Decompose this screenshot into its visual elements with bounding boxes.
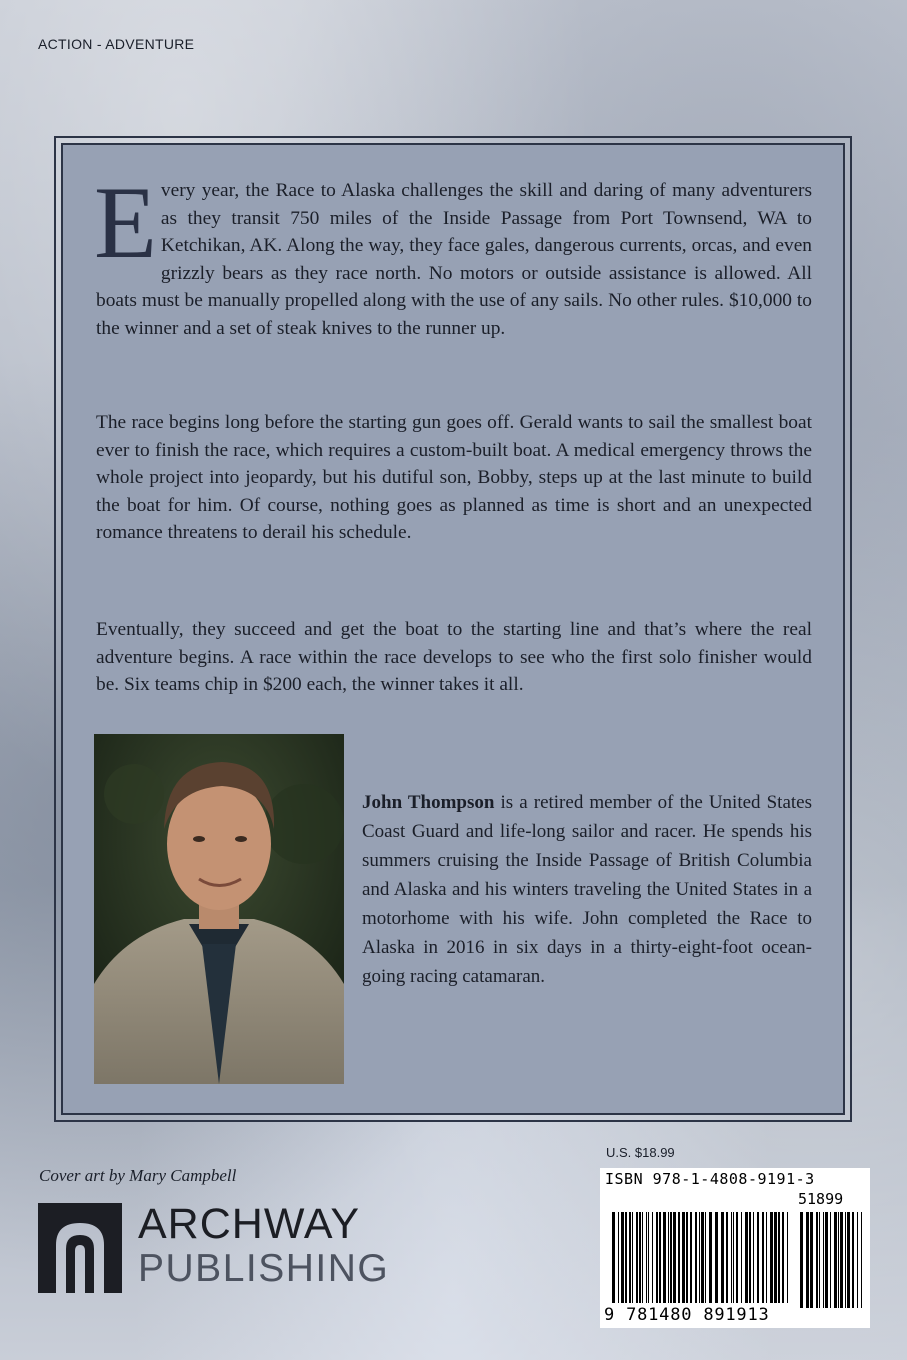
barcode-bar bbox=[663, 1212, 666, 1303]
barcode-bar bbox=[834, 1212, 837, 1308]
barcode-bar bbox=[741, 1212, 742, 1303]
barcode-bar bbox=[731, 1212, 732, 1303]
barcode-bar bbox=[861, 1212, 862, 1308]
barcode-bar bbox=[840, 1212, 843, 1308]
archway-arch-icon bbox=[38, 1203, 122, 1293]
barcode-bar bbox=[629, 1212, 631, 1303]
barcode-bar bbox=[656, 1212, 658, 1303]
barcode-bar bbox=[670, 1212, 672, 1303]
isbn-text: ISBN 978-1-4808-9191-3 bbox=[605, 1170, 815, 1188]
author-bio bbox=[362, 788, 812, 991]
author-portrait-illustration bbox=[94, 734, 344, 1084]
barcode-bar bbox=[787, 1212, 788, 1303]
barcode-bar bbox=[639, 1212, 641, 1303]
barcode-bar bbox=[857, 1212, 858, 1308]
barcode-bar bbox=[823, 1212, 824, 1308]
barcode-bar bbox=[774, 1212, 777, 1303]
barcode-bar bbox=[625, 1212, 627, 1303]
barcode-bar bbox=[766, 1212, 767, 1303]
publisher-name-line-1: ARCHWAY bbox=[138, 1200, 360, 1248]
blurb-paragraph-1-text: very year, the Race to Alaska challenges the skill and daring of many adventurers as they transit 750 miles of the Inside Passage from Port Townsend, WA to Ketchikan, AK. Along the way, they face gales, dangerous currents, orcas, and even grizzly bears as they race north. No motors or outside assistance is allowed. All boats must be manually propelled along with the use of any sails. No other rules. $10,000 to the winner and a set of steak knives to the runner up. bbox=[96, 180, 812, 339]
barcode-bar bbox=[757, 1212, 759, 1303]
publisher-name-line-2: PUBLISHING bbox=[138, 1247, 390, 1290]
barcode-bar bbox=[838, 1212, 839, 1308]
barcode-bar bbox=[733, 1212, 734, 1303]
barcode-bar bbox=[847, 1212, 850, 1308]
barcode-bar bbox=[770, 1212, 773, 1303]
barcode-bar bbox=[749, 1212, 751, 1303]
barcode bbox=[600, 1168, 870, 1328]
author-bio-text: is a retired member of the United States Coast Guard and life-long sailor and racer. He spends his summers cruising the Inside Passage of British Columbia and Alaska and his winters traveling the United States in a motorhome with his wife. John completed the Race to Alaska in 2016 in six days in a thirty-eight-foot ocean-going racing catamaran. bbox=[362, 792, 812, 987]
barcode-bar bbox=[636, 1212, 638, 1303]
author-photo bbox=[94, 734, 344, 1084]
barcode-bar bbox=[830, 1212, 831, 1308]
barcode-bar bbox=[673, 1212, 676, 1303]
barcode-bar bbox=[709, 1212, 712, 1303]
barcode-bar bbox=[753, 1212, 754, 1303]
barcode-bar bbox=[782, 1212, 784, 1303]
barcode-bar bbox=[745, 1212, 748, 1303]
cover-art-credit: Cover art by Mary Campbell bbox=[39, 1166, 237, 1185]
barcode-bar bbox=[618, 1212, 619, 1303]
barcode-bar bbox=[852, 1212, 854, 1308]
barcode-bar bbox=[825, 1212, 828, 1308]
barcode-bar bbox=[800, 1212, 803, 1308]
barcode-bar bbox=[612, 1212, 615, 1303]
barcode-price-code: 51899 bbox=[798, 1190, 844, 1208]
barcode-bar bbox=[819, 1212, 820, 1308]
barcode-bar bbox=[810, 1212, 813, 1308]
barcode-bar bbox=[816, 1212, 818, 1308]
barcode-bar bbox=[726, 1212, 728, 1303]
publisher-logo bbox=[38, 1201, 438, 1295]
barcode-bar bbox=[678, 1212, 680, 1303]
barcode-bar bbox=[806, 1212, 809, 1308]
barcode-bar bbox=[652, 1212, 653, 1303]
drop-cap: E bbox=[94, 166, 157, 280]
barcode-bar bbox=[778, 1212, 780, 1303]
barcode-bar bbox=[682, 1212, 685, 1303]
barcode-bar bbox=[646, 1212, 647, 1303]
barcode-bar bbox=[632, 1212, 633, 1303]
genre-label: ACTION - ADVENTURE bbox=[38, 36, 195, 52]
barcode-bar bbox=[642, 1212, 643, 1303]
barcode-bar bbox=[701, 1212, 704, 1303]
barcode-bars bbox=[600, 1168, 870, 1328]
price-label: U.S. $18.99 bbox=[606, 1145, 675, 1160]
barcode-bar bbox=[721, 1212, 724, 1303]
blurb-paragraph-2: The race begins long before the starting gun goes off. Gerald wants to sail the smallest boat ever to finish the race, which requires a custom-built boat. A medical emergency throws the whole project into jeopardy, but his dutiful son, Bobby, steps up at the last minute to build the boat for him. Of course, nothing goes as planned as time is short and an unexpected romance threatens to derail his schedule. bbox=[96, 412, 812, 543]
barcode-bar bbox=[845, 1212, 846, 1308]
barcode-bar bbox=[686, 1212, 688, 1303]
barcode-bar bbox=[715, 1212, 718, 1303]
barcode-bar bbox=[648, 1212, 649, 1303]
barcode-bar bbox=[690, 1212, 692, 1303]
barcode-bar bbox=[762, 1212, 764, 1303]
barcode-bar bbox=[659, 1212, 661, 1303]
blurb-paragraph-3: Eventually, they succeed and get the boat to the starting line and that’s where the real adventure begins. A race within the race develops to see who the first solo finisher would be. Six teams chip in $200 each, the winner takes it all. bbox=[96, 619, 812, 695]
barcode-bar bbox=[621, 1212, 624, 1303]
barcode-digits: 9 781480 891913 bbox=[604, 1305, 770, 1325]
barcode-bar bbox=[699, 1212, 700, 1303]
barcode-bar bbox=[668, 1212, 669, 1303]
barcode-bar bbox=[736, 1212, 738, 1303]
author-name: John Thompson bbox=[362, 792, 495, 813]
blurb-paragraph-1 bbox=[94, 166, 812, 342]
barcode-bar bbox=[705, 1212, 706, 1303]
barcode-bar bbox=[695, 1212, 697, 1303]
